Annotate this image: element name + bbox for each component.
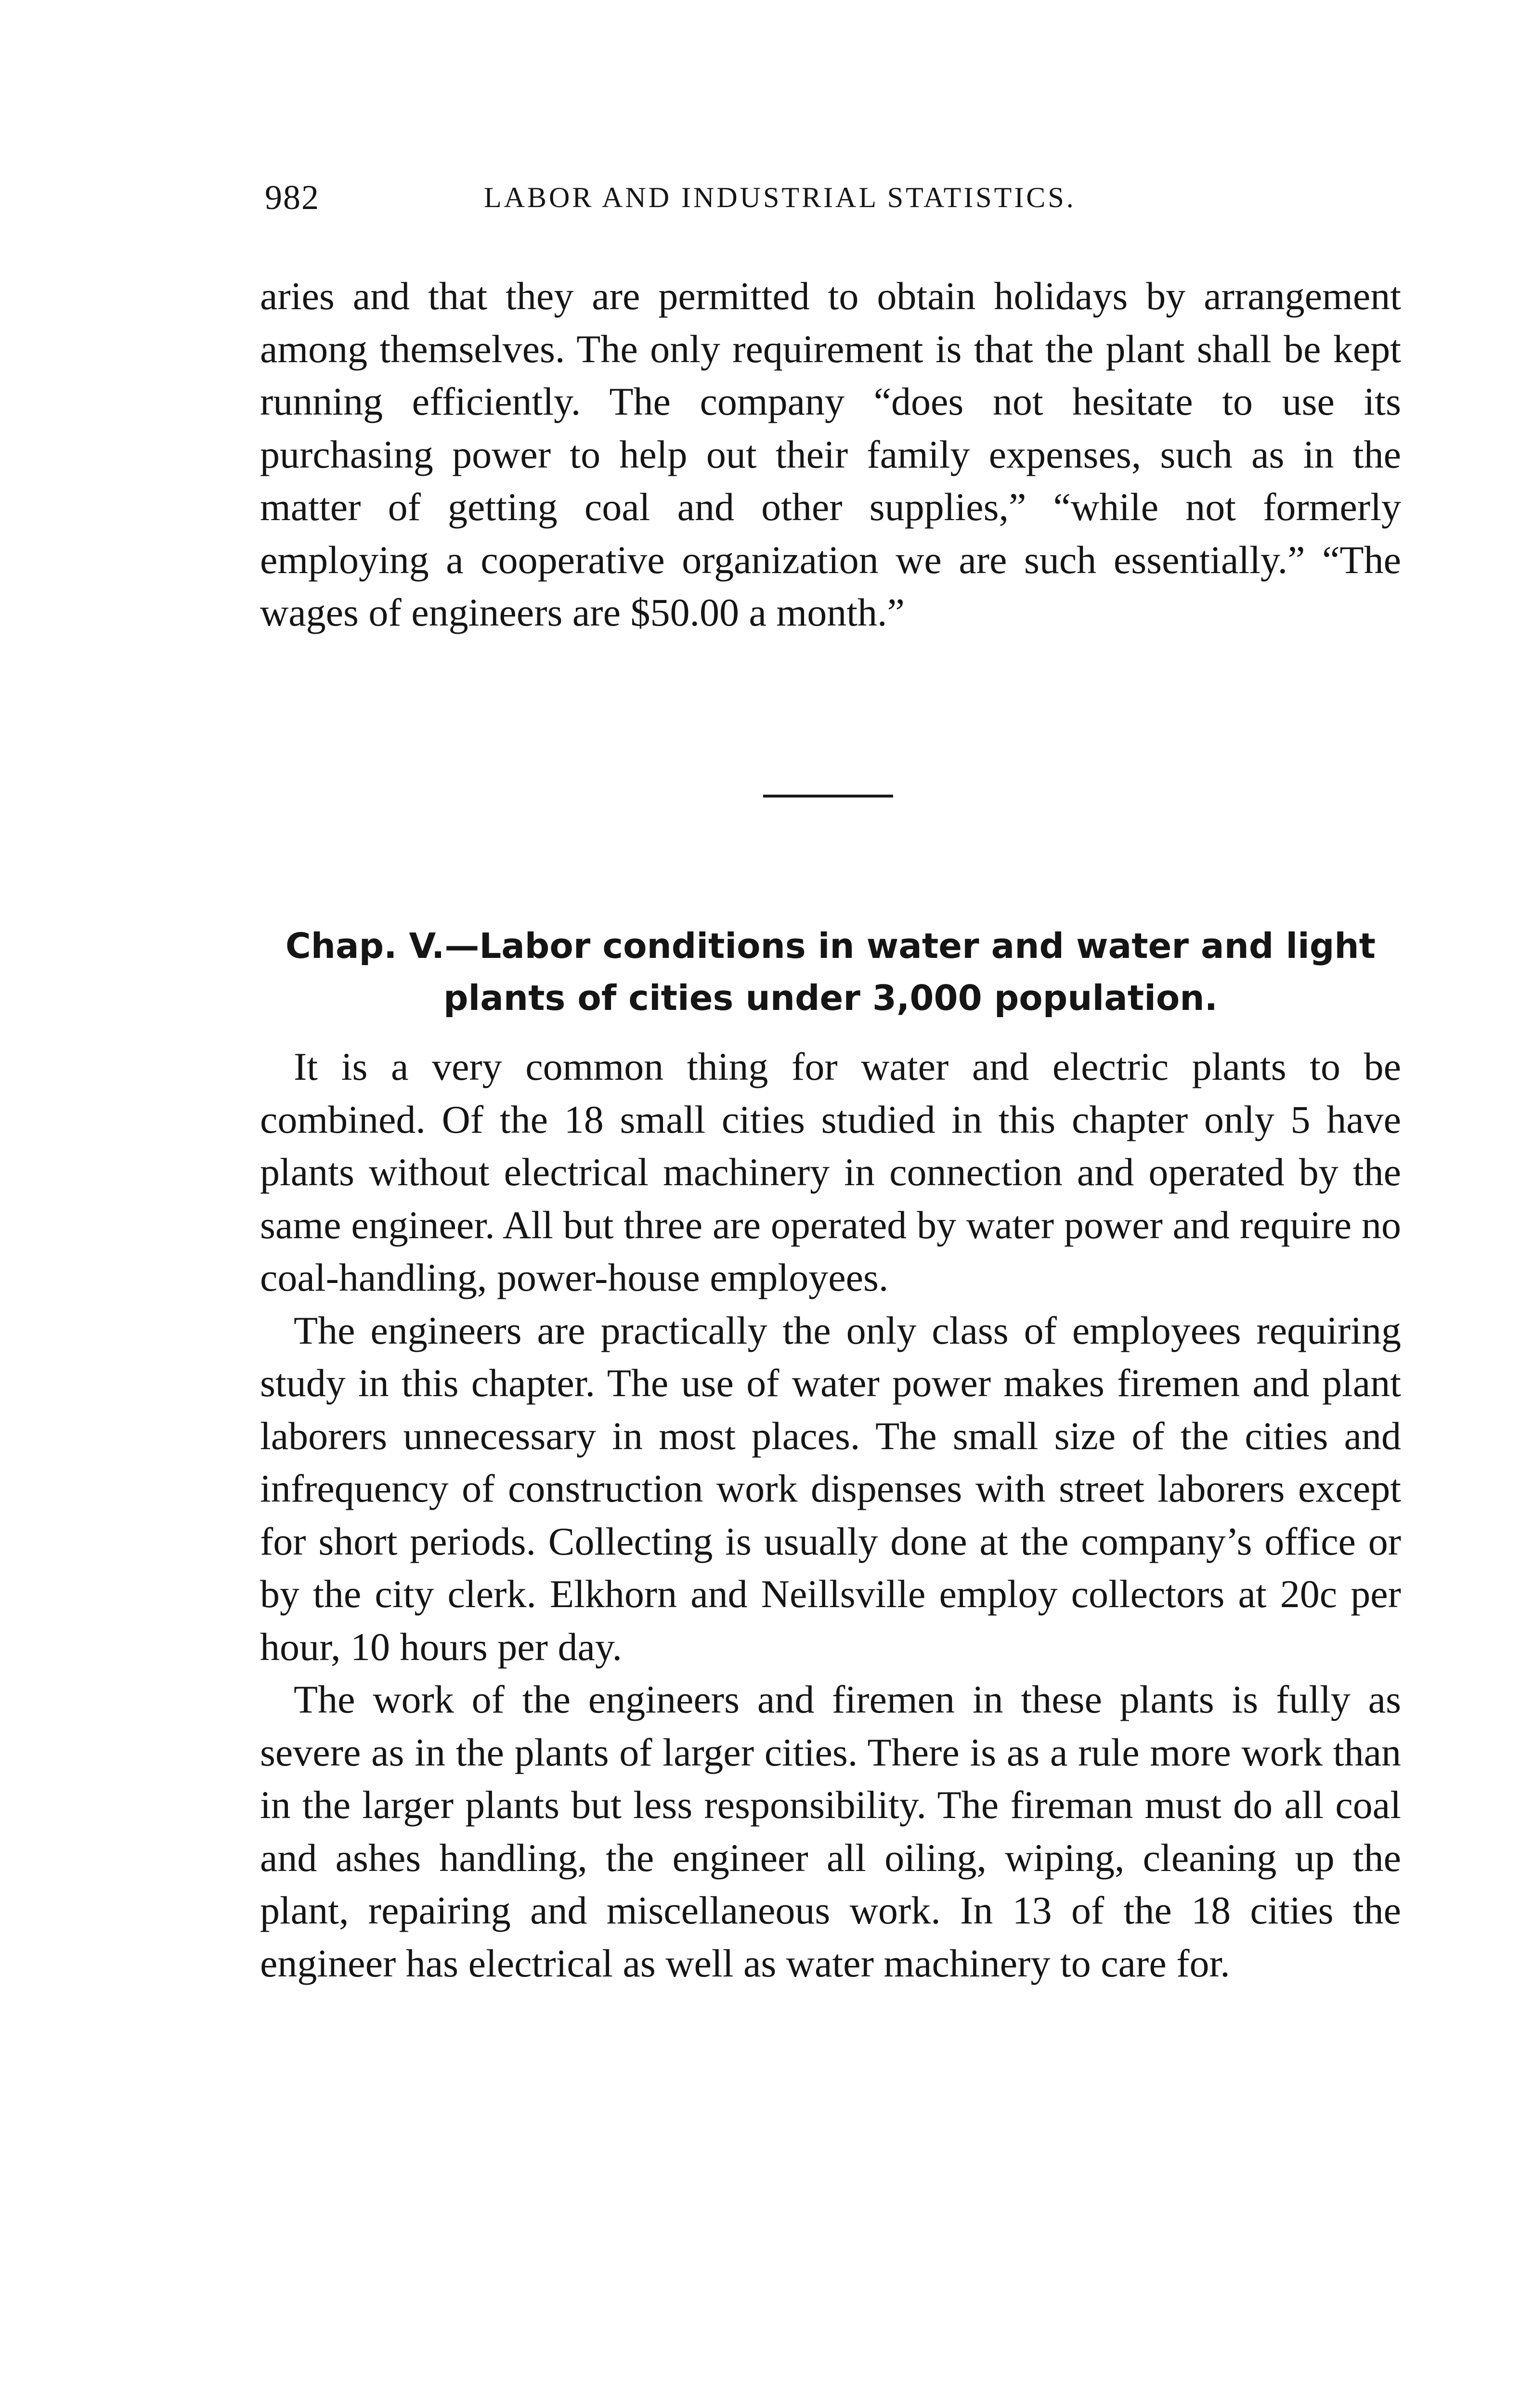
chapter-heading-line-2: plants of cities under 3,000 population.	[443, 978, 1218, 1018]
running-head	[265, 171, 1242, 224]
paragraph-engineers-study: The engineers are practically the only class of employees requiring study in this chapter. The use of water power makes firemen and plant laborers unnecessary in most places. The small size of the cities and infrequency of construction work dispenses with street laborers except for short periods. Collecting is usually done at the company’s office or by the city clerk. Elkhorn and Neillsville employ collectors at 20c per hour, 10 hours per day.	[260, 1308, 1401, 1669]
running-title: LABOR AND INDUSTRIAL STATISTICS.	[484, 182, 1076, 213]
chapter-heading-line-1: Chap. V.—Labor conditions in water and water and light	[285, 926, 1376, 966]
chapter-body	[260, 1040, 1401, 1989]
continued-paragraph: aries and that they are permitted to obtain holidays by arrangement among themselves. The only requirement is that the plant shall be kept running efficiently. The company “does not hesitate to use its purchasing power to help out their family expenses, such as in the matter of getting coal and other supplies,” “while not formerly employing a cooperative organization we are such essentially.” “The wages of engineers are $50.00 a month.”	[260, 274, 1401, 634]
section-divider-rule	[763, 795, 893, 798]
paragraph-work-severity: The work of the engineers and firemen in these plants is fully as severe as in the plants of larger cities. There is as a rule more work than in the larger plants but less responsibility. The fireman must do all coal and ashes handling, the engineer all oiling, wiping, cleaning up the plant, repairing and miscellaneous work. In 13 of the 18 cities the engineer has electrical as well as water machinery to care for.	[260, 1677, 1401, 1985]
chapter-heading	[260, 920, 1401, 1024]
page-number: 982	[265, 178, 320, 217]
paragraph-combined-plants: It is a very common thing for water and electric plants to be combined. Of the 18 small cities studied in this chapter only 5 have plants without electrical machinery in connection and operated by the same engineer. All but three are operated by water power and require no coal-handling, power-house employees.	[260, 1045, 1401, 1299]
continued-paragraph-block	[260, 270, 1401, 639]
